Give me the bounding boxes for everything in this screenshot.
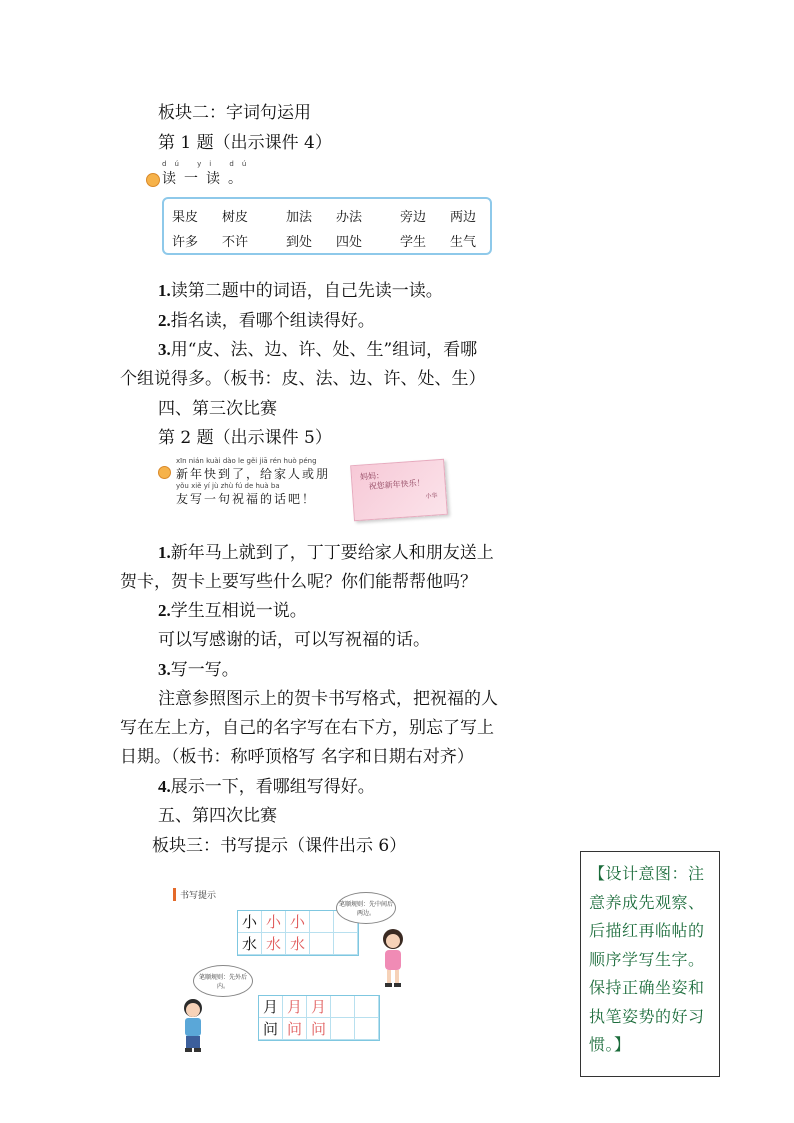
step-number: 4. <box>158 777 171 796</box>
section-round-3: 四、第三次比赛 <box>158 399 277 419</box>
question-1-heading: 第 1 题（出示课件 4） <box>158 133 332 153</box>
grid-cell: 水 <box>262 933 286 955</box>
word-item: 学生 <box>400 235 427 250</box>
word-item: 许多 <box>172 235 199 250</box>
section-title-3: 板块三：书写提示（课件出示 6） <box>152 836 407 856</box>
step-text: 读第二题中的词语，自己先读一读。 <box>170 281 443 301</box>
speech-bubble-boy: 笔顺规则：先外后内。 <box>193 965 253 997</box>
step-text: 指名读，看哪个组读得好。 <box>170 311 375 331</box>
greeting-card-image <box>350 459 448 521</box>
word-item: 旁边 <box>400 210 427 225</box>
step-2 <box>158 309 375 333</box>
grid-cell <box>331 1018 355 1040</box>
step-text: 展示一下，看哪组写得好。 <box>170 777 375 797</box>
grid-cell: 水 <box>238 933 262 955</box>
step-2-detail: 可以写感谢的话，可以写祝福的话。 <box>158 630 430 650</box>
question-2-heading: 第 2 题（出示课件 5） <box>158 428 332 448</box>
step-3-detail-cont: 日期。（板书：称呼顶格写 名字和日期右对齐） <box>120 747 474 767</box>
step-text: 学生互相说一说。 <box>170 601 307 621</box>
step-1-cont: 贺卡，贺卡上要写些什么呢？你们能帮帮他吗？ <box>120 572 477 592</box>
grid-cell: 问 <box>307 1018 331 1040</box>
word-box <box>162 197 492 255</box>
exercise-icon <box>158 466 171 479</box>
word-item: 办法 <box>336 210 363 225</box>
grid-cell: 月 <box>283 996 307 1018</box>
step-number: 2. <box>158 601 171 620</box>
grid-cell: 水 <box>286 933 310 955</box>
exercise-text: 新年快到了，给家人或朋 <box>176 467 331 481</box>
exercise-title: 读一读。 <box>162 171 250 187</box>
step-number: 1. <box>158 281 171 300</box>
card-greeting: 妈妈： <box>359 471 385 482</box>
grid-cell: 月 <box>259 996 283 1018</box>
section-title-2: 板块二：字词句运用 <box>158 103 311 123</box>
pinyin-annotation: dú yi dú <box>162 160 255 168</box>
grid-cell: 小 <box>286 911 310 933</box>
exercise-text: 友写一句祝福的话吧！ <box>176 492 317 506</box>
grid-cell: 小 <box>238 911 262 933</box>
word-item: 加法 <box>286 210 313 225</box>
speech-bubble-girl: 笔顺规则：先中间后两边。 <box>336 892 396 924</box>
writing-tip-label: 书写提示 <box>173 888 216 901</box>
grid-cell <box>310 933 334 955</box>
word-item: 四处 <box>336 235 363 250</box>
step-text: 用“皮、法、边、许、处、生”组词，看哪 <box>170 340 478 360</box>
grid-cell <box>355 996 379 1018</box>
step-1 <box>158 541 494 565</box>
grid-cell: 月 <box>307 996 331 1018</box>
word-item: 到处 <box>286 235 313 250</box>
grid-cell: 问 <box>259 1018 283 1040</box>
word-item: 不许 <box>222 235 249 250</box>
step-text: 新年马上就到了，丁丁要给家人和朋友送上 <box>170 543 494 563</box>
step-number: 3. <box>158 340 171 359</box>
card-signature: 小华 <box>425 492 438 501</box>
word-item: 树皮 <box>222 210 249 225</box>
step-number: 2. <box>158 311 171 330</box>
boy-illustration <box>175 996 211 1054</box>
grid-cell <box>331 996 355 1018</box>
design-intent-note <box>580 851 720 1077</box>
word-item: 生气 <box>450 235 477 250</box>
step-number: 3. <box>158 660 171 679</box>
tian-grid-2 <box>258 995 380 1041</box>
grid-cell: 小 <box>262 911 286 933</box>
grid-cell: 问 <box>283 1018 307 1040</box>
section-round-4: 五、第四次比赛 <box>158 806 277 826</box>
pinyin-annotation: xīn nián kuài dào le gěi jiā rén huò péng <box>176 457 317 465</box>
design-intent-text: 【设计意图：注意养成先观察、后描红再临帖的顺序学写生字。保持正确坐姿和执笔姿势的好习惯。】 <box>589 864 705 1054</box>
step-3 <box>158 338 477 362</box>
grid-cell <box>310 911 334 933</box>
step-number: 1. <box>158 543 171 562</box>
pinyin-annotation: yǒu xiě yí jù zhù fú de huà ba <box>176 482 280 490</box>
step-3-detail-cont: 写在左上方，自己的名字写在右下方，别忘了写上 <box>120 718 494 738</box>
grid-cell <box>334 933 358 955</box>
step-text: 写一写。 <box>170 660 239 680</box>
step-1 <box>158 279 443 303</box>
step-3 <box>158 658 239 682</box>
girl-illustration <box>373 926 413 988</box>
grid-cell <box>355 1018 379 1040</box>
step-4 <box>158 775 375 799</box>
step-2 <box>158 599 307 623</box>
word-item: 果皮 <box>172 210 199 225</box>
step-3-cont: 个组说得多。（板书：皮、法、边、许、处、生） <box>120 369 486 389</box>
card-wish: 祝您新年快乐！ <box>368 478 425 492</box>
exercise-icon <box>146 173 160 187</box>
step-3-detail: 注意参照图示上的贺卡书写格式，把祝福的人 <box>158 689 498 709</box>
word-item: 两边 <box>450 210 477 225</box>
